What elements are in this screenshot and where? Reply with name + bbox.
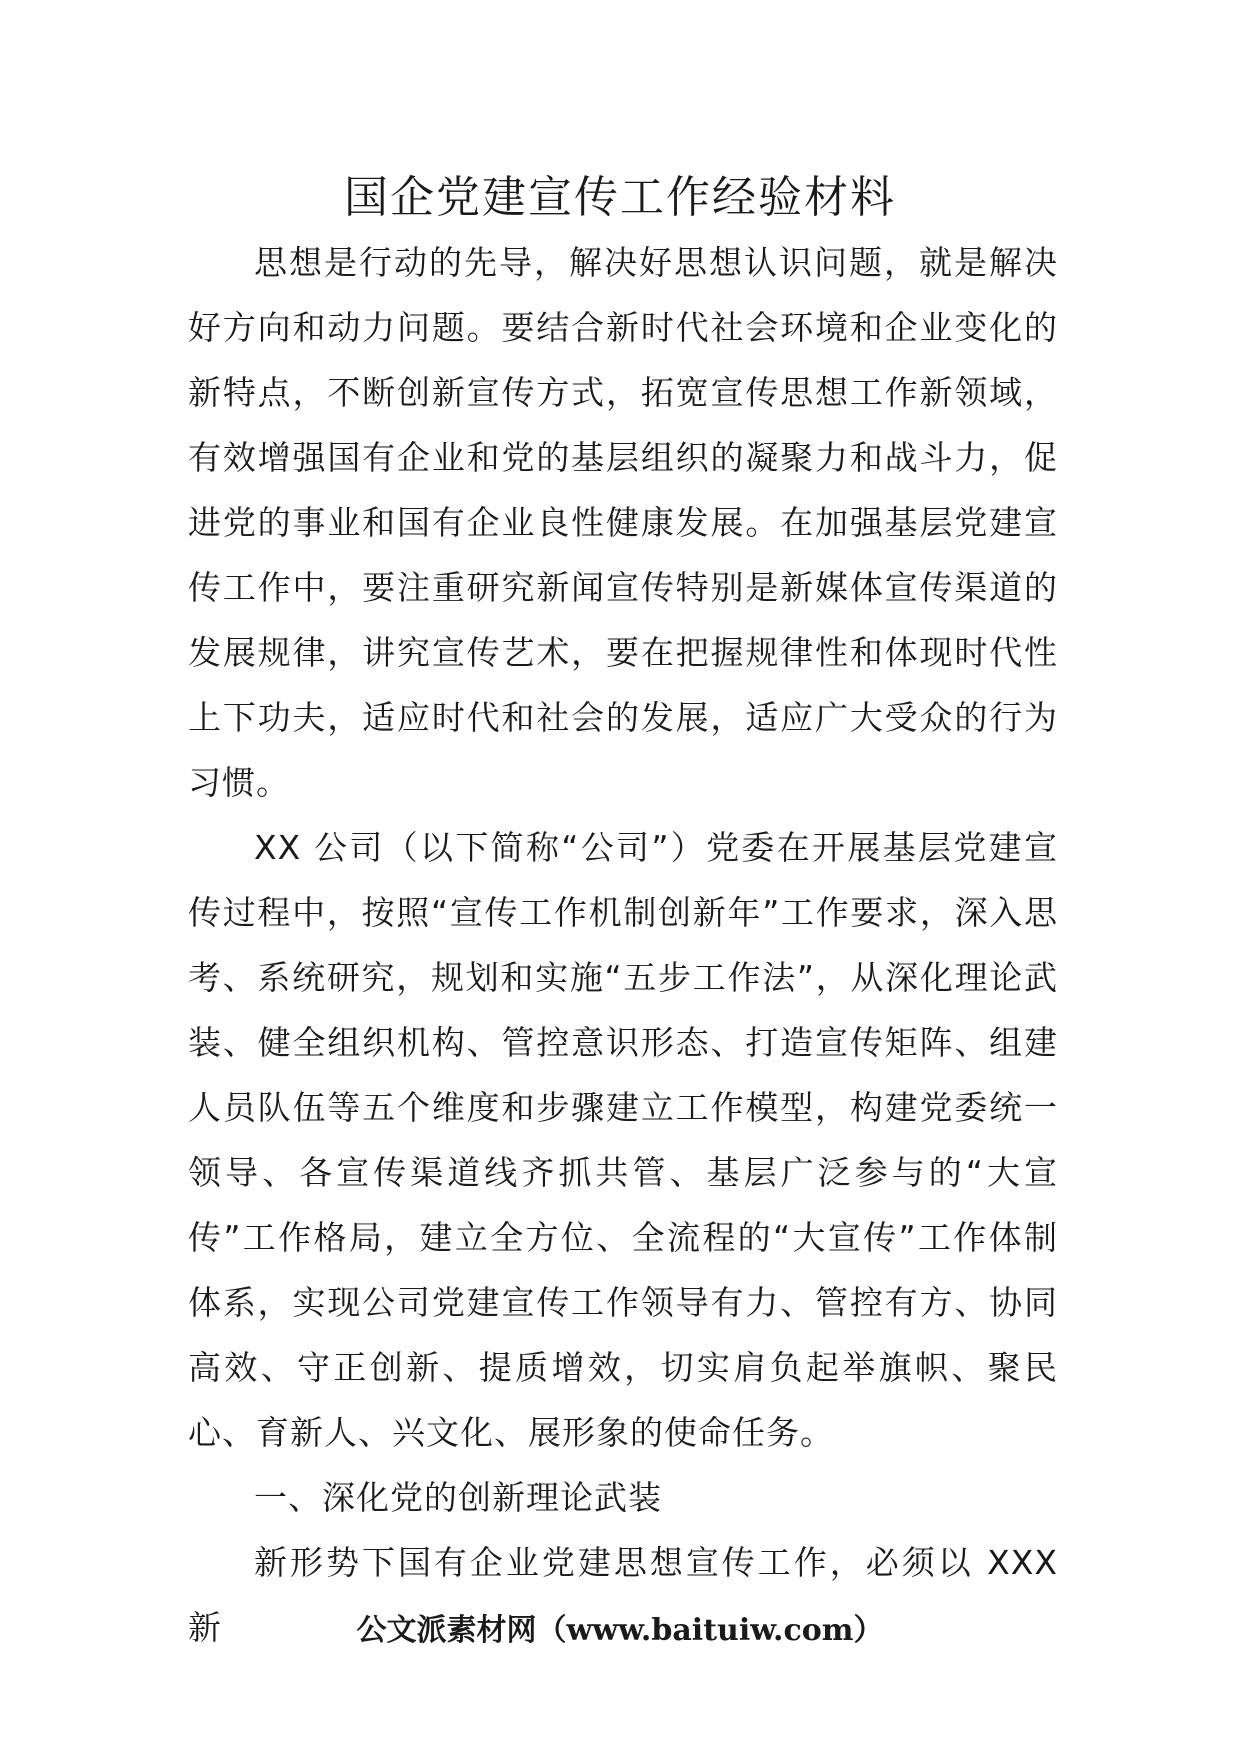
document-title: 国企党建宣传工作经验材料 — [344, 172, 896, 223]
section-heading: 一、深化党的创新理论武装 — [254, 1478, 662, 1517]
footer-watermark: 公文派素材网（www.baituiw.com） — [356, 1613, 884, 1648]
paragraph-company: XX 公司（以下简称“公司”）党委在开展基层党建宣传过程中，按照“宣传工作机制创新年”工作要求，深入思考、系统研究，规划和实施“五步工作法”，从深化理论武装、健全组织机构、管控意识形态、打造宣传矩阵、组建人员队伍等五个维度和步骤建立工作模型，构建党委统一领导、各宣传渠道线齐抓共管、基层广泛参与的“大宣传”工作格局，建立全方位、全流程的“大宣传”工作体制体系，实现公司党建宣传工作领导有力、管控有方、协同高效、守正创新、提质增效，切实肩负起举旗帜、聚民心、育新人、兴文化、展形象的使命任务。 — [188, 828, 1058, 1452]
paragraph-intro: 思想是行动的先导，解决好思想认识问题，就是解决好方向和动力问题。要结合新时代社会环境和企业变化的新特点，不断创新宣传方式，拓宽宣传思想工作新领域，有效增强国有企业和党的基层组织的凝聚力和战斗力，促进党的事业和国有企业良性健康发展。在加强基层党建宣传工作中，要注重研究新闻宣传特别是新媒体宣传渠道的发展规律，讲究宣传艺术，要在把握规律性和体现时代性上下功夫，适应时代和社会的发展，适应广大受众的行为习惯。 — [188, 243, 1058, 802]
paragraph-section-1: 新形势下国有企业党建思想宣传工作，必须以 XXX 新 — [188, 1543, 1058, 1647]
document-body — [188, 230, 1058, 1660]
